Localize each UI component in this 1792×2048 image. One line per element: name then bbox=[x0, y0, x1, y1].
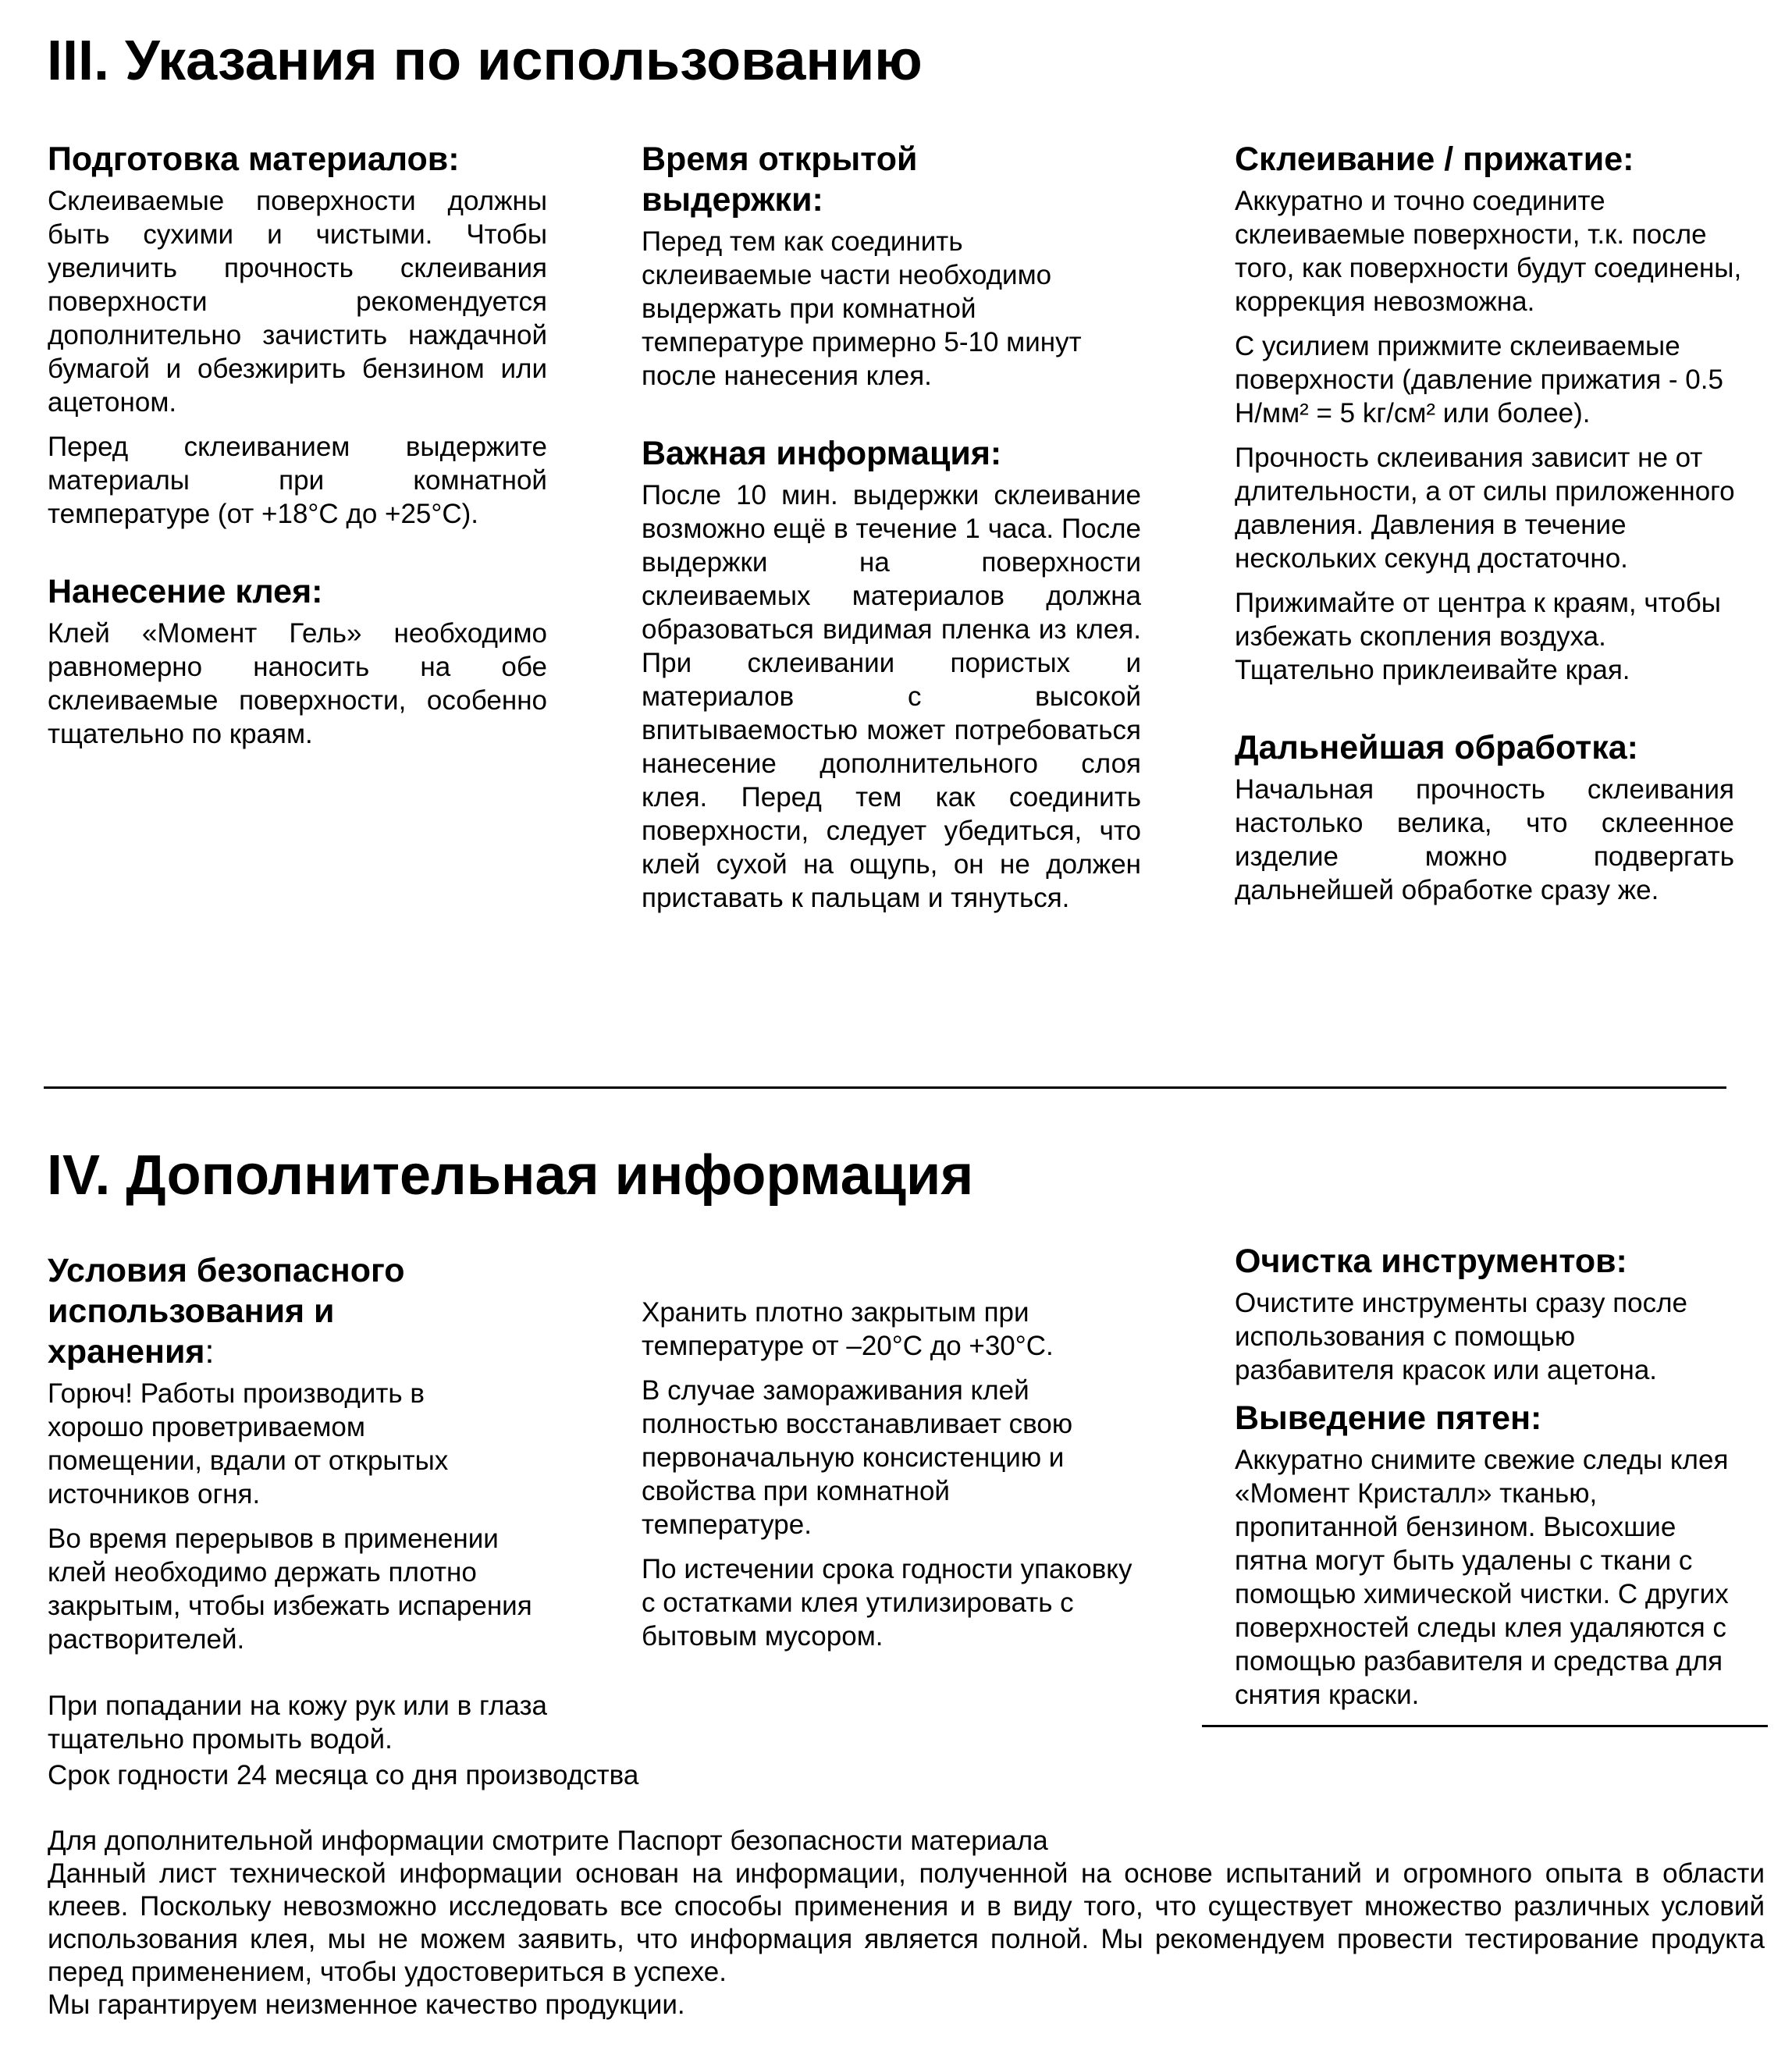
info-column-2 bbox=[642, 1296, 1141, 1664]
paragraph: Во время перерывов в применении клей необходимо держать плотно закрытым, чтобы избежать испарения растворителей. bbox=[48, 1524, 532, 1655]
paragraph: Хранить плотно закрытым при температуре от –20°C до +30°C. bbox=[642, 1297, 1054, 1361]
heading-important-info: Важная информация: bbox=[642, 435, 1002, 472]
more-info: Для дополнительной информации смотрите Паспорт безопасности материала bbox=[48, 1826, 1048, 1856]
heading-safe-use-storage bbox=[48, 1250, 485, 1372]
heading-material-preparation: Подготовка материалов: bbox=[48, 140, 460, 178]
paragraph: После 10 мин. выдержки склеивание возможно ещё в течение 1 часа. После выдержки на поверхности склеиваемых материалов должна образоваться видимая пленка из клея. При склеивании пористых и материалов с высокой впитываемостью может потребоваться нанесение дополнительного слоя клея. Перед тем как соединить поверхности, следует убедиться, что клей сухой на ощупь, он не должен приставать к пальцам и тянуться. bbox=[642, 480, 1141, 913]
heading-stain-removal: Выведение пятен: bbox=[1235, 1399, 1542, 1437]
footer bbox=[48, 1759, 1765, 2021]
shelf-life: Срок годности 24 месяца со дня производства bbox=[48, 1760, 639, 1790]
disclaimer: Данный лист технической информации основан на информации, полученной на основе испытаний и огромного опыта в области клеев. Поскольку невозможно исследовать все способы применения и в виду того, что существует множество различных условий использования клея, мы не можем заявить, что информация является полной. Мы рекомендуем провести тестирование продукта перед применением, чтобы удостовериться в успехе. bbox=[48, 1858, 1765, 1987]
paragraph: По истечении срока годности упаковку с остатками клея утилизировать с бытовым мусором. bbox=[642, 1554, 1132, 1652]
section-3-title: III. Указания по использованию bbox=[47, 30, 923, 92]
heading-glue-application: Нанесение клея: bbox=[48, 573, 323, 610]
heading-bonding-pressing: Склеивание / прижатие: bbox=[1235, 140, 1634, 178]
paragraph: В случае замораживания клей полностью восстанавливает свою первоначальную консистенцию и свойства при комнатной температуре. bbox=[642, 1375, 1073, 1540]
footer-divider bbox=[1202, 1725, 1768, 1727]
usage-column-3 bbox=[1235, 139, 1742, 918]
paragraph: Склеиваемые поверхности должны быть сухими и чистыми. Чтобы увеличить прочность склеивания поверхности рекомендуется дополнительно зачистить наждачной бумагой и обезжирить бензином или ацетоном. bbox=[48, 186, 547, 418]
heading-open-time: Время открытой выдержки: bbox=[642, 140, 918, 219]
paragraph: При попадании на кожу рук или в глаза тщательно промыть водой. bbox=[48, 1691, 547, 1755]
paragraph: Начальная прочность склеивания настолько велика, что склеенное изделие можно подвергать дальнейшей обработке сразу же. bbox=[1235, 774, 1734, 905]
heading-tool-cleaning: Очистка инструментов: bbox=[1235, 1243, 1627, 1280]
paragraph: Прочность склеивания зависит не от длительности, а от силы приложенного давления. Давления в течение нескольких секунд достаточно. bbox=[1235, 443, 1735, 574]
paragraph: Клей «Момент Гель» необходимо равномерно наносить на обе склеиваемые поверхности, особенно тщательно по краям. bbox=[48, 618, 547, 749]
heading-suffix: : bbox=[204, 1333, 215, 1371]
heading-text: Условия безопасного использования и хранения bbox=[48, 1252, 405, 1371]
section-divider bbox=[44, 1086, 1726, 1089]
paragraph: Прижимайте от центра к краям, чтобы избежать скопления воздуха. Тщательно приклеивайте края. bbox=[1235, 588, 1721, 685]
heading-further-processing: Дальнейшая обработка: bbox=[1235, 729, 1638, 766]
info-column-3 bbox=[1235, 1241, 1742, 1723]
paragraph: С усилием прижмите склеиваемые поверхности (давление прижатия - 0.5 Н/мм² = 5 kг/см² или более). bbox=[1235, 331, 1723, 428]
paragraph: Аккуратно и точно соедините склеиваемые поверхности, т.к. после того, как поверхности будут соединены, коррекция невозможна. bbox=[1235, 186, 1742, 317]
paragraph: Перед склеиванием выдержите материалы при комнатной температуре (от +18°C до +25°C). bbox=[48, 432, 547, 529]
paragraph: Аккуратно снимите свежие следы клея «Момент Кристалл» тканью, пропитанной бензином. Высохшие пятна могут быть удалены с ткани с помощью химической чистки. С других поверхностей следы клея удаляются с помощью разбавителя и средства для снятия краски. bbox=[1235, 1445, 1729, 1710]
usage-column-2 bbox=[642, 139, 1141, 926]
paragraph: Очистите инструменты сразу после использования с помощью разбавителя красок или ацетона. bbox=[1235, 1288, 1687, 1385]
section-4-title: IV. Дополнительная информация bbox=[47, 1144, 974, 1207]
usage-column-1 bbox=[48, 139, 547, 762]
paragraph: Горюч! Работы производить в хорошо проветриваемом помещении, вдали от открытых источников огня. bbox=[48, 1378, 449, 1509]
info-column-1 bbox=[48, 1250, 547, 1767]
guarantee: Мы гарантируем неизменное качество продукции. bbox=[48, 1989, 685, 2020]
paragraph: Перед тем как соединить склеиваемые части необходимо выдержать при комнатной температуре примерно 5-10 минут после нанесения клея. bbox=[642, 226, 1082, 391]
